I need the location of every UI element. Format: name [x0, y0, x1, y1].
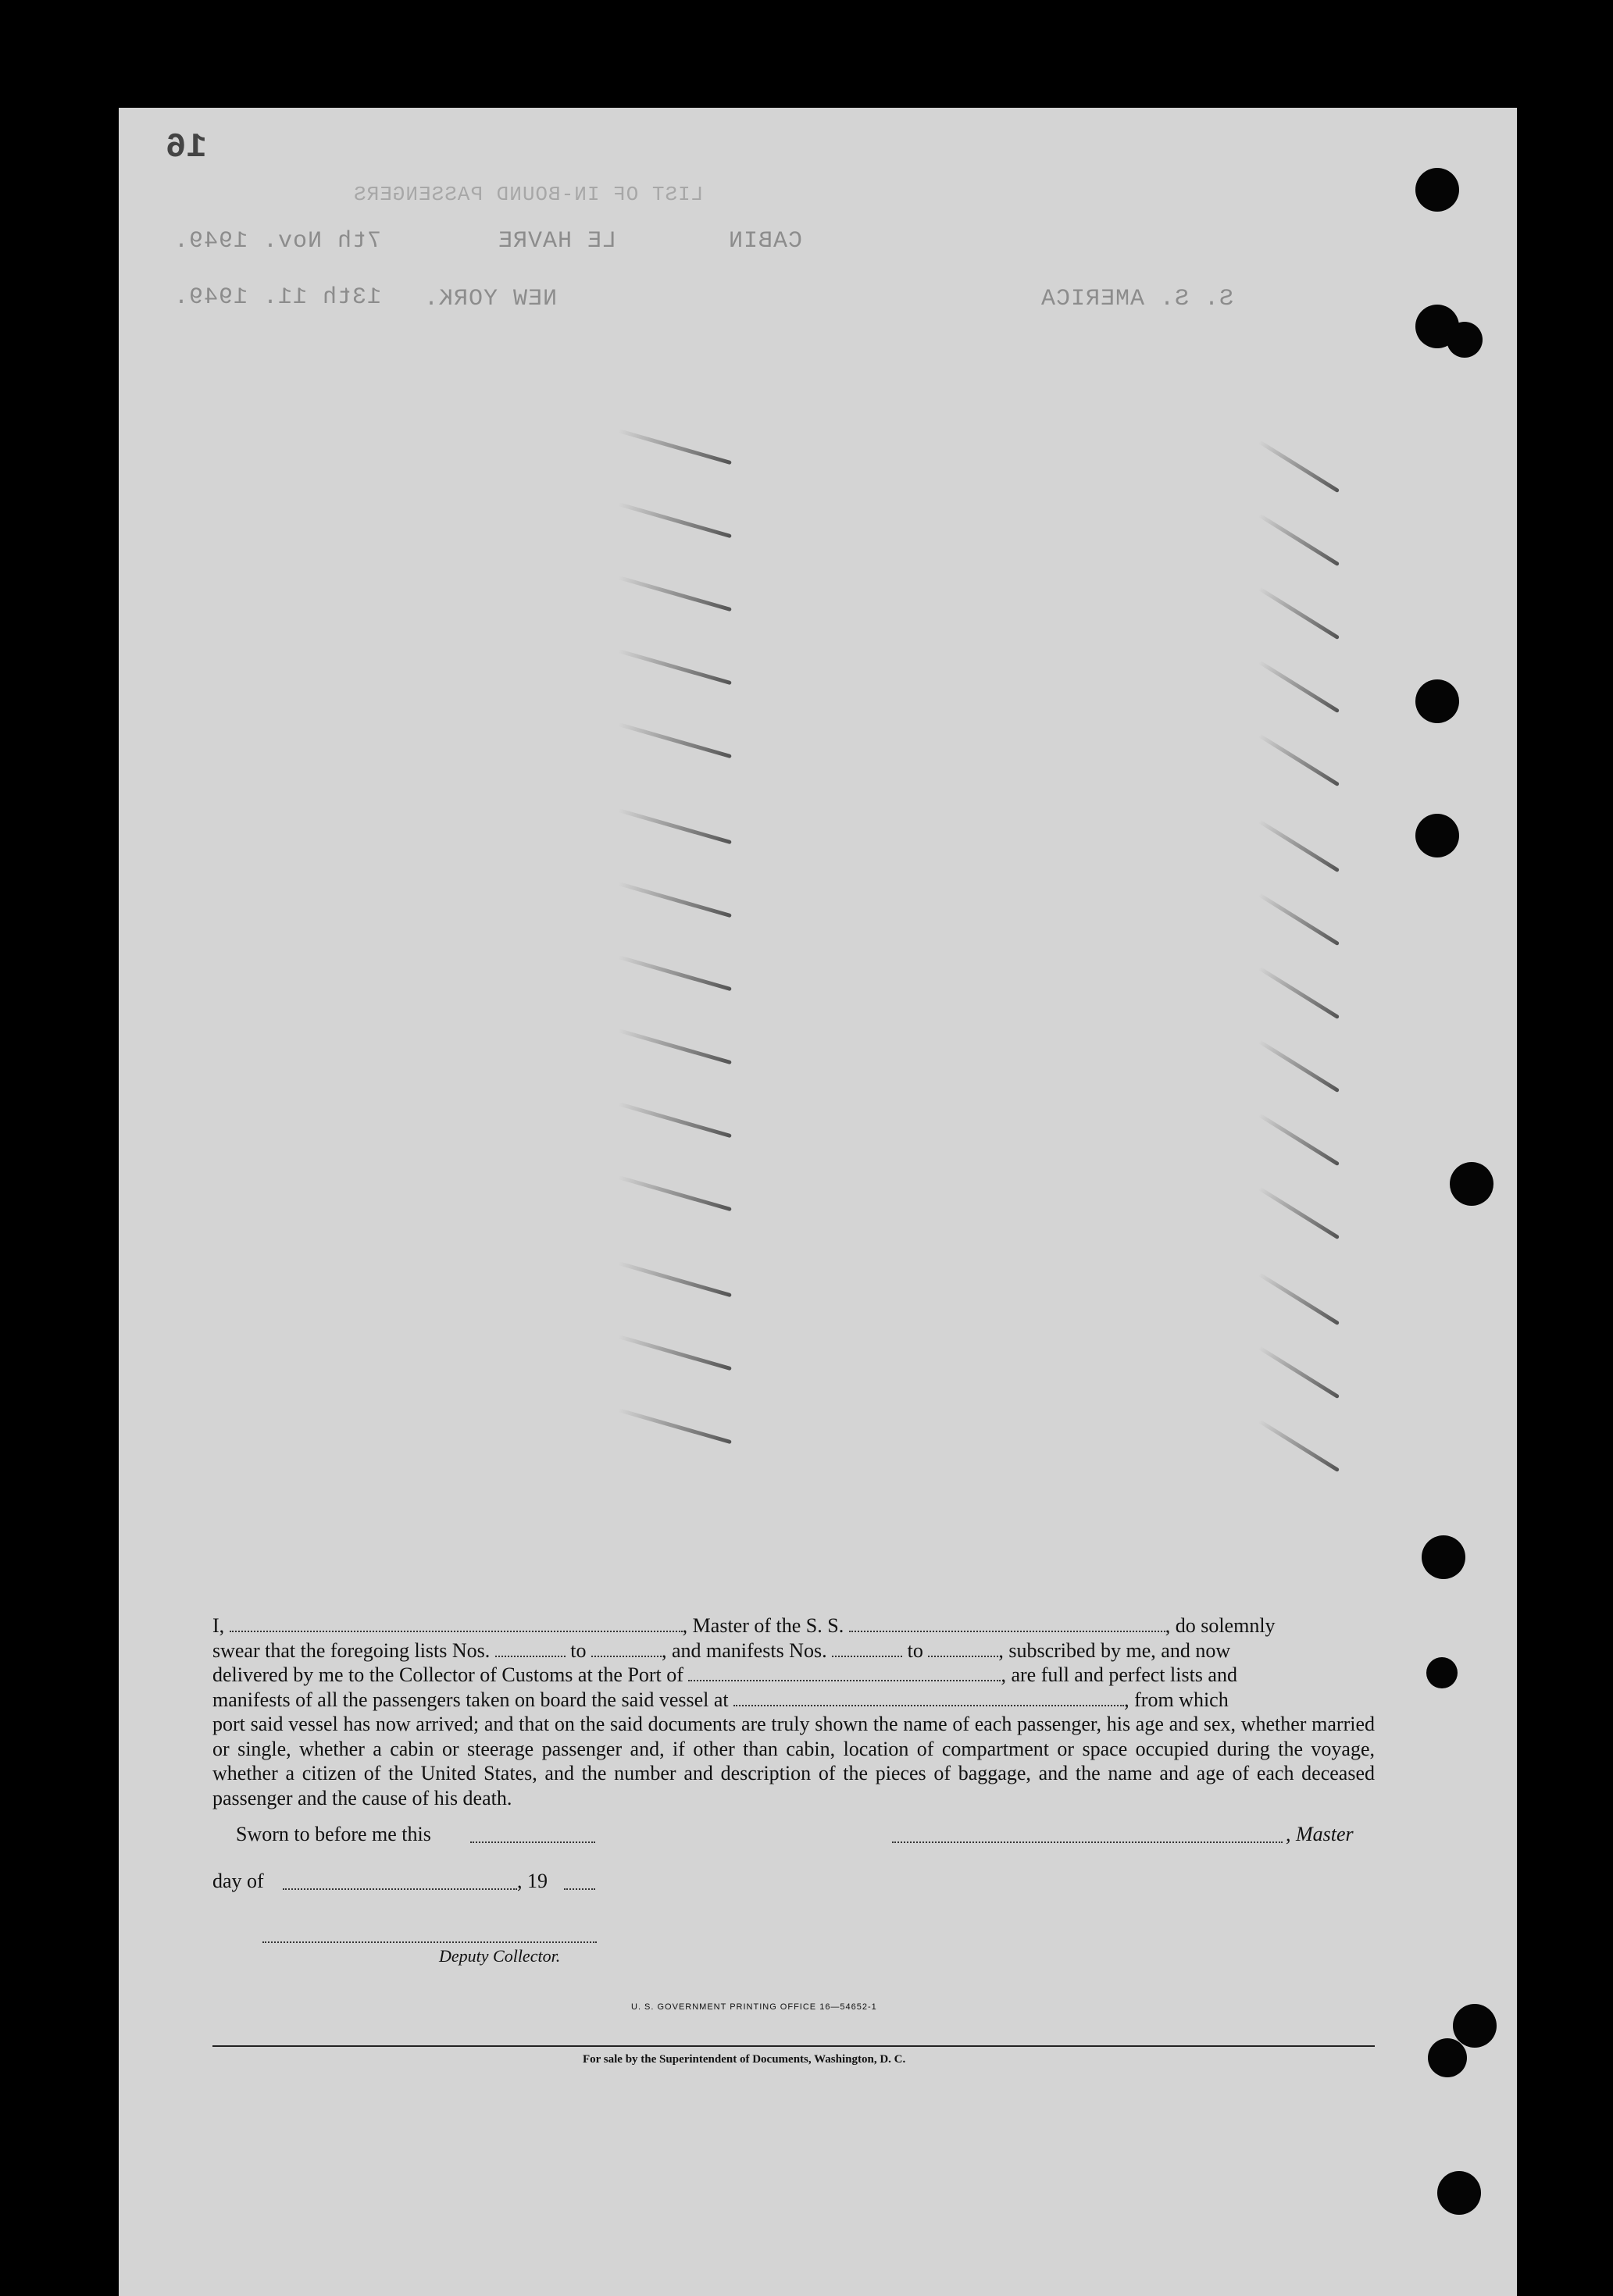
master-label: , Master	[1286, 1823, 1354, 1845]
check-stroke	[1258, 893, 1340, 946]
check-stroke	[1258, 819, 1340, 872]
check-stroke	[1258, 440, 1340, 493]
deputy-collector-label: Deputy Collector.	[439, 1946, 561, 1966]
check-stroke	[618, 1261, 732, 1297]
master-signature-blank[interactable]	[892, 1841, 1283, 1843]
oath-paragraph	[212, 1613, 1375, 1810]
for-sale-note: For sale by the Superintendent of Documents, Washington, D. C.	[583, 2053, 906, 2066]
oath-text-8: delivered by me to the Collector of Customs at the Port of	[212, 1663, 683, 1686]
ghost-header-port-from: LE HAVRE	[498, 228, 617, 255]
departure-port-blank[interactable]	[733, 1689, 1124, 1706]
binder-hole-4	[1415, 679, 1459, 723]
check-stroke	[1258, 733, 1340, 786]
binder-hole-7	[1422, 1535, 1465, 1579]
deputy-signature-blank[interactable]	[262, 1941, 597, 1943]
check-stroke	[618, 576, 732, 611]
port-blank[interactable]	[688, 1664, 1001, 1681]
year-label: , 19	[517, 1870, 548, 1892]
ship-name-blank[interactable]	[849, 1615, 1165, 1632]
ghost-header-vessel: S. S. AMERICA	[1040, 286, 1234, 312]
binder-hole-1	[1415, 168, 1459, 212]
binder-hole-5	[1415, 814, 1459, 857]
binder-hole-11	[1437, 2171, 1481, 2215]
oath-text-7: , subscribed by me, and now	[998, 1638, 1231, 1662]
binder-hole-3	[1447, 322, 1483, 358]
check-stroke	[618, 502, 732, 538]
binder-hole-6	[1450, 1162, 1493, 1206]
check-stroke	[1258, 1346, 1340, 1399]
oath-i: I,	[212, 1614, 225, 1637]
check-stroke	[618, 882, 732, 918]
list-from-blank[interactable]	[495, 1640, 566, 1657]
binder-hole-9	[1453, 2004, 1497, 2048]
oath-text-6: to	[907, 1638, 923, 1662]
check-stroke	[1258, 1419, 1340, 1472]
check-stroke	[618, 955, 732, 991]
ghost-header-arrival-date: 13th 11. 1949.	[173, 284, 382, 311]
manifest-page	[119, 108, 1517, 2296]
ghost-header-title: LIST OF IN-BOUND PASSENGERS	[353, 183, 704, 206]
check-stroke	[618, 808, 732, 844]
check-stroke	[1258, 1186, 1340, 1239]
check-stroke	[618, 1029, 732, 1064]
oath-text-9: , are full and perfect lists and	[1001, 1663, 1237, 1686]
check-stroke	[618, 1335, 732, 1371]
oath-text-3: swear that the foregoing lists Nos.	[212, 1638, 491, 1662]
check-stroke	[1258, 966, 1340, 1019]
check-stroke	[1258, 513, 1340, 566]
manifest-to-blank[interactable]	[928, 1640, 998, 1657]
check-stroke	[1258, 1039, 1340, 1093]
check-stroke	[618, 1175, 732, 1211]
oath-text-1: , Master of the S. S.	[682, 1614, 844, 1637]
check-stroke	[618, 722, 732, 758]
binder-hole-10	[1428, 2038, 1467, 2077]
sworn-label: Sworn to before me this	[236, 1823, 431, 1845]
list-to-blank[interactable]	[591, 1640, 662, 1657]
oath-text-12: port said vessel has now arrived; and that on the said documents are truly shown the name of each passenger, his age and sex, whether married or single, whether a cabin or steerage passenger and, if other than cabin, location of compartment or space occupied during the voyage, whether a citizen of the United States, and the number and description of the pieces of baggage, and the name and age of each deceased passenger and the cause of his death.	[212, 1713, 1375, 1809]
check-stroke	[1258, 660, 1340, 713]
master-name-blank[interactable]	[230, 1615, 683, 1632]
day-of-blank[interactable]	[283, 1888, 517, 1890]
check-stroke	[1258, 1113, 1340, 1166]
check-stroke	[618, 429, 732, 465]
footer-rule	[212, 2045, 1375, 2047]
year-blank[interactable]	[564, 1888, 595, 1890]
oath-text-4: to	[570, 1638, 587, 1662]
ghost-header-port-to: NEW YORK.	[423, 286, 558, 312]
check-stroke	[618, 1102, 732, 1138]
check-stroke	[618, 649, 732, 685]
ghost-header-class: CABIN	[728, 228, 803, 255]
check-stroke	[1258, 1272, 1340, 1325]
check-stroke	[618, 1408, 732, 1444]
oath-text-10: manifests of all the passengers taken on board the said vessel at	[212, 1688, 729, 1711]
sworn-date-blank[interactable]	[470, 1841, 595, 1843]
page-number: 16	[166, 128, 207, 167]
check-stroke	[1258, 586, 1340, 640]
oath-text-5: , and manifests Nos.	[662, 1638, 827, 1662]
binder-hole-8	[1426, 1657, 1458, 1688]
oath-text-2: , do solemnly	[1165, 1614, 1276, 1637]
ghost-header-sailing-date: 7th Nov. 1949.	[173, 228, 382, 255]
manifest-from-blank[interactable]	[832, 1640, 902, 1657]
oath-text-11: , from which	[1124, 1688, 1229, 1711]
day-of-label: day of	[212, 1870, 264, 1892]
printing-office-line: U. S. GOVERNMENT PRINTING OFFICE 16—54652-1	[631, 2002, 877, 2012]
